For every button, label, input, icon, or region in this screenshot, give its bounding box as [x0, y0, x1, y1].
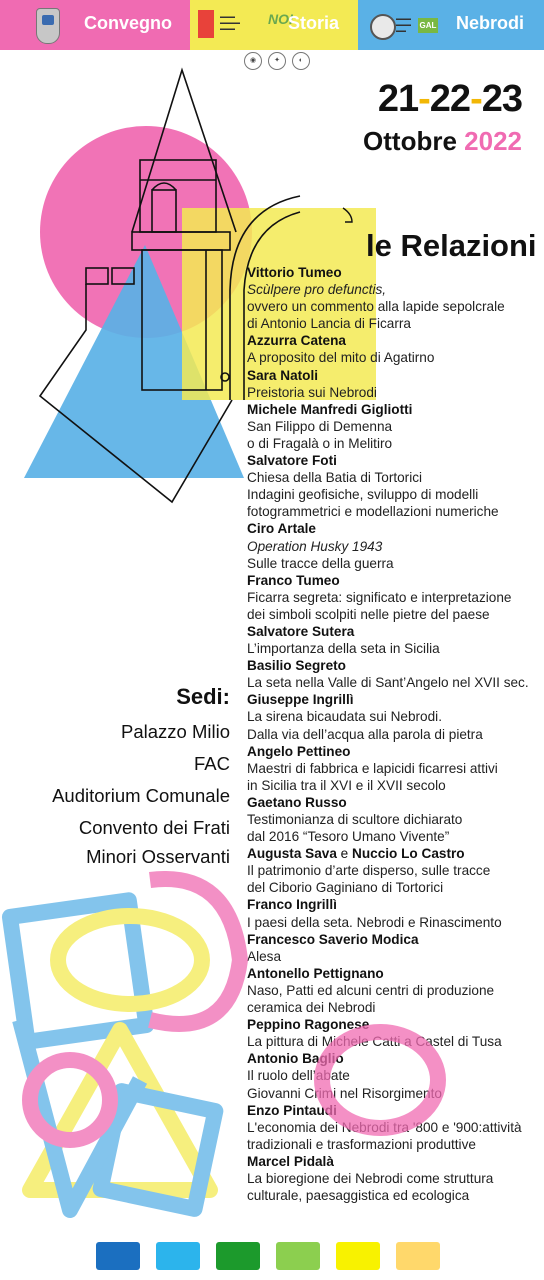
talk-title-line: Alesa [247, 948, 282, 964]
header-label-storia: Storia [288, 13, 340, 33]
talk-speaker: Angelo Pettineo [247, 743, 351, 759]
talk-speaker: Sara Natoli [247, 367, 319, 383]
venue-item: Convento dei Frati [78, 817, 230, 838]
venue-item: Palazzo Milio [121, 721, 230, 742]
talk-title-line: I paesi della seta. Nebrodi e Rinascimento [247, 914, 502, 930]
venues-title: Sedi: [176, 684, 230, 709]
color-swatch [96, 1242, 140, 1270]
noi-logo: NOI [268, 11, 293, 27]
talk-title-line: La seta nella Valle di Sant’Angelo nel XVII sec. [247, 675, 529, 691]
header-segment-storia [190, 0, 358, 50]
color-swatch [216, 1242, 260, 1270]
talk-title-line: L'economia dei Nebrodi tra '800 e '900:attività [247, 1119, 522, 1135]
talk-speaker-a: Augusta Sava [247, 846, 337, 862]
event-year: 2022 [464, 126, 522, 156]
talk-title-line: dal 2016 “Tesoro Umano Vivente” [247, 829, 450, 845]
gal-logo: GAL [418, 18, 438, 33]
talk-speaker: Basilio Segreto [247, 658, 346, 674]
talk-title-line: Scùlpere pro defunctis, [247, 282, 387, 298]
venue-item: Minori Osservanti [86, 846, 230, 867]
partner-logo-1-icon: ◉ [244, 52, 262, 70]
talk-speaker: Ciro Artale [247, 521, 316, 537]
color-swatch [276, 1242, 320, 1270]
talk-title-line: La sirena bicaudata sui Nebrodi. [247, 709, 442, 725]
talk-speaker: Michele Manfredi Gigliotti [247, 401, 413, 417]
talk-title-line: ceramica dei Nebrodi [247, 1000, 376, 1016]
talk-title-line: o di Fragalà o in Melitiro [247, 435, 393, 451]
talk-title-line: Naso, Patti ed alcuni centri di produzione [247, 982, 495, 998]
talk-title-line: La bioregione dei Nebrodi come struttura [247, 1170, 494, 1186]
talk-title-line: Operation Husky 1943 [247, 538, 383, 554]
talk-title-line: Indagini geofisiche, sviluppo di modelli [247, 487, 479, 503]
park-seal-icon [370, 14, 396, 40]
color-swatches [96, 1242, 440, 1270]
talk-speaker: Gaetano Russo [247, 794, 347, 810]
talk-title-line: del Ciborio Gaginiano di Tortorici [247, 880, 444, 896]
talk-title-line: tradizionali e trasformazioni produttive [247, 1136, 476, 1152]
talk-speaker: Francesco Saverio Modica [247, 931, 419, 947]
talk-title-line: Sulle tracce della guerra [247, 555, 394, 571]
talk-speaker: Vittorio Tumeo [247, 265, 342, 280]
talk-speaker: Antonello Pettignano [247, 965, 384, 981]
date-21: 21 [377, 78, 419, 120]
region-logo-text-icon: ▬▬▬ ▬▬▬▬ ▬▬▬ [220, 14, 240, 32]
event-month-year [363, 126, 522, 157]
talk-title-line: Preistoria sui Nebrodi [247, 384, 377, 400]
talk-speaker: Giuseppe Ingrillì [247, 692, 354, 708]
talk-speaker: Franco Ingrillì [247, 897, 337, 913]
municipal-crest-icon [36, 8, 60, 44]
talk-title-line: L’importanza della seta in Sicilia [247, 641, 440, 657]
talk-speaker: Azzurra Catena [247, 333, 346, 349]
talk-title-line: Il patrimonio d’arte disperso, sulle tracce [247, 863, 491, 879]
talk-speaker-join: e [336, 846, 353, 862]
talk-title-line: di Antonio Lancia di Ficarra [247, 316, 411, 332]
date-dash-1: - [418, 78, 430, 120]
color-swatch [156, 1242, 200, 1270]
talk-title-line: fotogrammetrici e modellazioni numeriche [247, 504, 499, 520]
header-segment-convegno [0, 0, 190, 50]
talk-title-line: La pittura di Michele Catti a Castel di Tusa [247, 1034, 502, 1050]
talk-title-line: culturale, paesaggistica ed ecologica [247, 1188, 470, 1204]
color-swatch [396, 1242, 440, 1270]
talk-speaker: Marcel Pidalà [247, 1153, 334, 1169]
talk-speaker: Salvatore Sutera [247, 623, 355, 639]
talk-speaker: Peppino Ragonese [247, 1017, 370, 1033]
talk-title-line: Il ruolo dell’abate [247, 1068, 350, 1084]
talk-speaker-b: Nuccio Lo Castro [352, 846, 465, 862]
venues-list [52, 716, 230, 870]
abstract-shapes-illustration [0, 850, 544, 1230]
talk-title-line: San Filippo di Demenna [247, 418, 393, 434]
date-22: 22 [429, 78, 471, 120]
venue-item: Auditorium Comunale [52, 785, 230, 806]
park-logo-text-icon: ▬▬▬ ▬▬▬ ▬▬ [396, 16, 411, 34]
header-bar [0, 0, 544, 50]
talk-title-line: Maestri di fabbrica e lapicidi ficarresi attivi [247, 760, 498, 776]
talk-title-line: Dalla via dell’acqua alla parola di pietra [247, 726, 483, 742]
talk-title-line: ovvero un commento alla lapide sepolcrale [247, 299, 505, 315]
talk-title-line: Chiesa della Batia di Tortorici [247, 470, 423, 486]
date-23: 23 [481, 78, 522, 120]
partner-logo-2-icon: ✦ [268, 52, 286, 70]
talk-speaker: Franco Tumeo [247, 572, 340, 588]
venue-item: FAC [194, 753, 230, 774]
sicily-region-logo-icon [198, 10, 214, 38]
talk-title-line: dei simboli scolpiti nelle pietre del paese [247, 606, 490, 622]
header-label-convegno: Convegno [84, 13, 172, 33]
talk-speaker: Enzo Pintaudi [247, 1102, 337, 1118]
partner-logo-3-icon: ◐ [292, 52, 310, 70]
talk-title-line: Giovanni Crimi nel Risorgimento [247, 1085, 442, 1101]
section-title: le Relazioni [366, 228, 537, 263]
talk-title-line: Testimonianza di scultore dichiarato [247, 812, 463, 827]
talk-title-line: Ficarra segreta: significato e interpretazione [247, 589, 512, 605]
header-segment-nebrodi [358, 0, 544, 50]
talk-speaker: Salvatore Foti [247, 453, 337, 469]
color-swatch [336, 1242, 380, 1270]
event-dates [378, 78, 522, 121]
date-dash-2: - [470, 78, 482, 120]
pink-ellipse-shape [322, 1032, 438, 1128]
event-month: Ottobre [363, 126, 457, 156]
talk-speaker: Antonio Baglio [247, 1051, 344, 1067]
header-label-nebrodi: Nebrodi [456, 13, 525, 33]
talk-title-line: in Sicilia tra il XVI e il XVII secolo [247, 777, 446, 793]
talk-title-line: A proposito del mito di Agatirno [247, 350, 435, 366]
